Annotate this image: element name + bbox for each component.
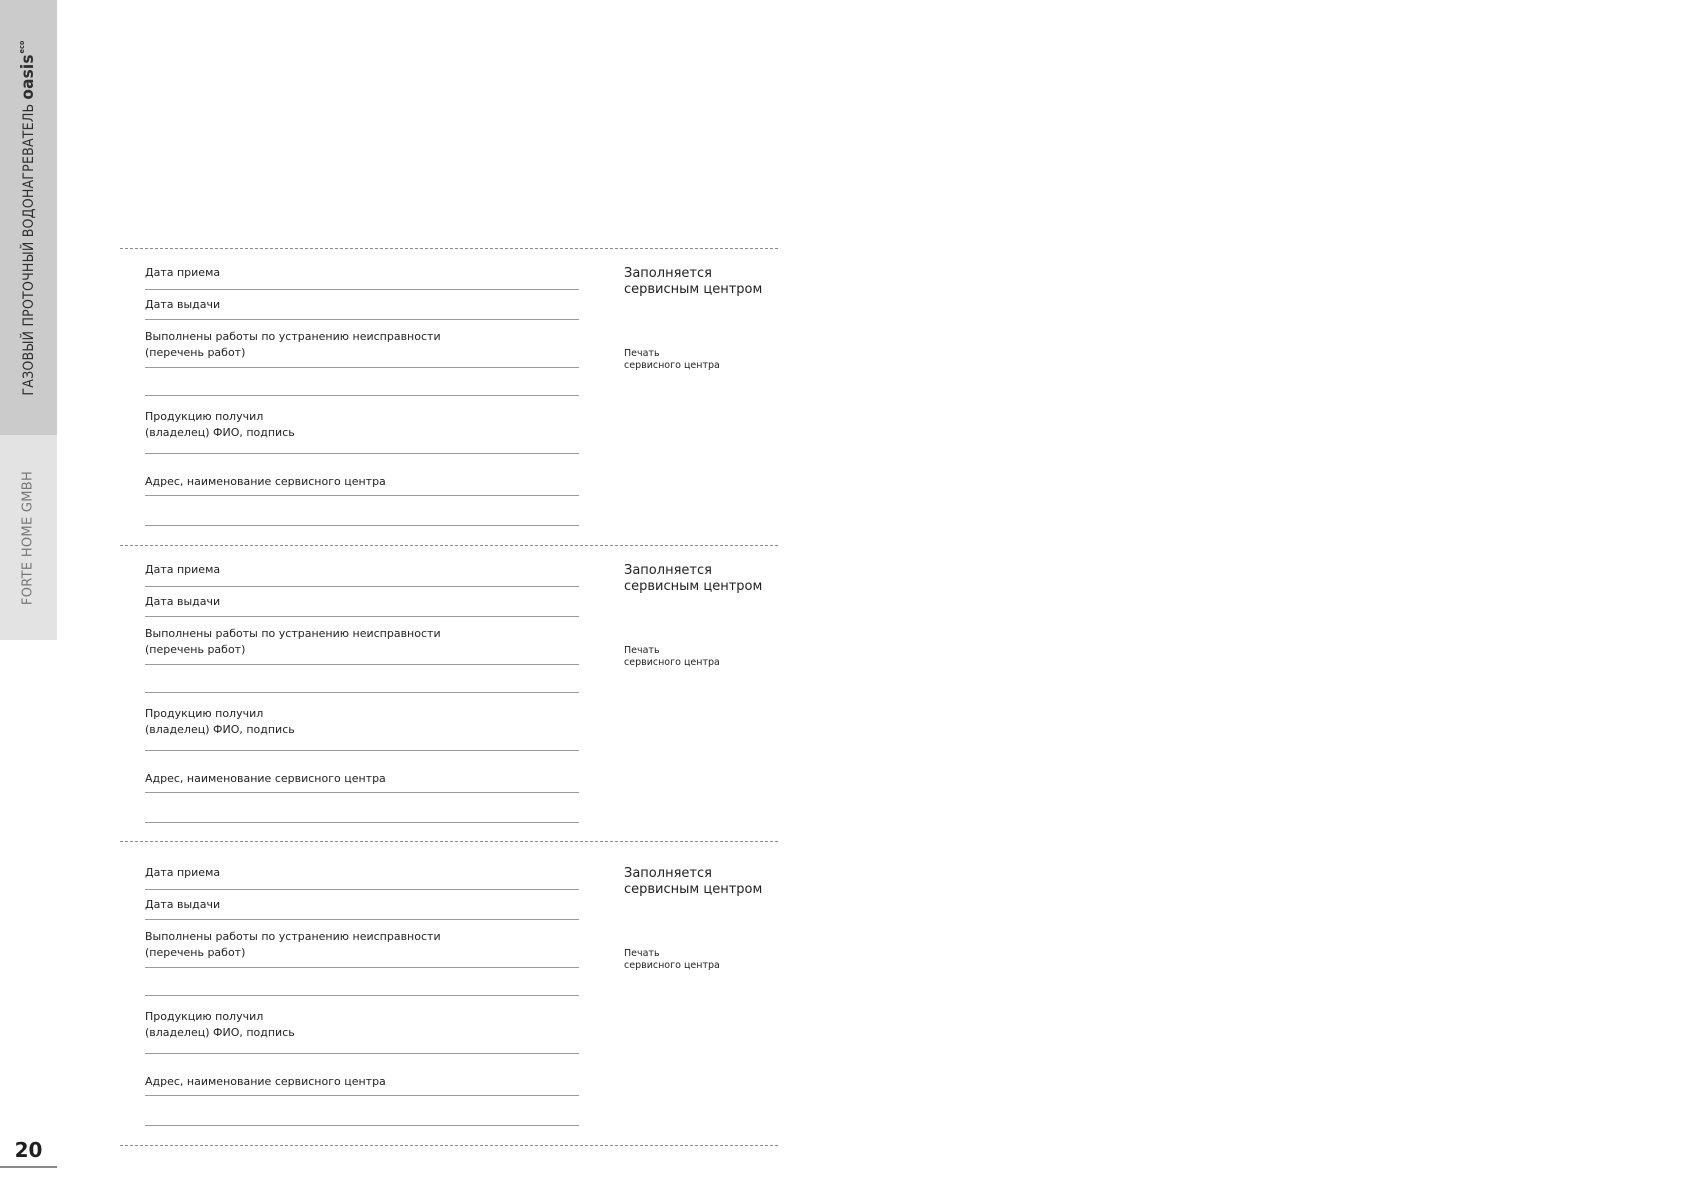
service-center-note: Заполняется сервисным центром (624, 866, 763, 897)
received-date-line[interactable] (145, 889, 579, 890)
works-line[interactable] (145, 395, 579, 396)
service-center-note: Заполняется сервисным центром (624, 563, 763, 594)
works-label: Выполнены работы по устранению неисправности (перечень работ) (145, 930, 441, 959)
address-line[interactable] (145, 792, 579, 793)
owner-signature-line[interactable] (145, 453, 579, 454)
issue-date-line[interactable] (145, 919, 579, 920)
received-date-line[interactable] (145, 289, 579, 290)
address-label: Адрес, наименование сервисного центра (145, 772, 386, 785)
issue-date-label: Дата выдачи (145, 595, 221, 608)
received-date-label: Дата приема (145, 266, 221, 279)
works-label: Выполнены работы по устранению неисправности (перечень работ) (145, 330, 441, 359)
works-label: Выполнены работы по устранению неисправности (перечень работ) (145, 627, 441, 656)
stamp-note: Печать сервисного центра (624, 948, 720, 971)
service-coupon (120, 546, 780, 818)
owner-label: Продукцию получил (владелец) ФИО, подпись (145, 410, 295, 439)
received-date-label: Дата приема (145, 563, 221, 576)
cut-line (120, 1145, 778, 1146)
received-date-line[interactable] (145, 586, 579, 587)
issue-date-label: Дата выдачи (145, 298, 221, 311)
product-title: ГАЗОВЫЙ ПРОТОЧНЫЙ ВОДОНАГРЕВАТЕЛЬ (21, 103, 37, 396)
stamp-note: Печать сервисного центра (624, 645, 720, 668)
address-label: Адрес, наименование сервисного центра (145, 475, 386, 488)
owner-signature-line[interactable] (145, 750, 579, 751)
address-line[interactable] (145, 495, 579, 496)
stamp-note: Печать сервисного центра (624, 348, 720, 371)
issue-date-label: Дата выдачи (145, 898, 221, 911)
works-line[interactable] (145, 367, 579, 368)
issue-date-line[interactable] (145, 319, 579, 320)
brand-logo (18, 40, 38, 99)
address-line[interactable] (145, 1095, 579, 1096)
received-date-label: Дата приема (145, 866, 221, 879)
owner-signature-line[interactable] (145, 1053, 579, 1054)
company-name: FORTE HOME GMBH (20, 470, 36, 606)
works-line[interactable] (145, 692, 579, 693)
service-coupon (120, 849, 780, 1121)
service-coupon (120, 249, 780, 521)
address-line[interactable] (145, 525, 579, 526)
service-center-note: Заполняется сервисным центром (624, 266, 763, 297)
owner-label: Продукцию получил (владелец) ФИО, подпись (145, 1010, 295, 1039)
brand-name: oasis (18, 54, 38, 100)
address-line[interactable] (145, 1125, 579, 1126)
works-line[interactable] (145, 967, 579, 968)
cut-line (120, 841, 778, 842)
works-line[interactable] (145, 664, 579, 665)
works-line[interactable] (145, 995, 579, 996)
issue-date-line[interactable] (145, 616, 579, 617)
address-line[interactable] (145, 822, 579, 823)
brand-mark: eco (18, 40, 26, 54)
address-label: Адрес, наименование сервисного центра (145, 1075, 386, 1088)
page-number: 20 (0, 1132, 57, 1168)
owner-label: Продукцию получил (владелец) ФИО, подпись (145, 707, 295, 736)
document-title (19, 40, 37, 395)
